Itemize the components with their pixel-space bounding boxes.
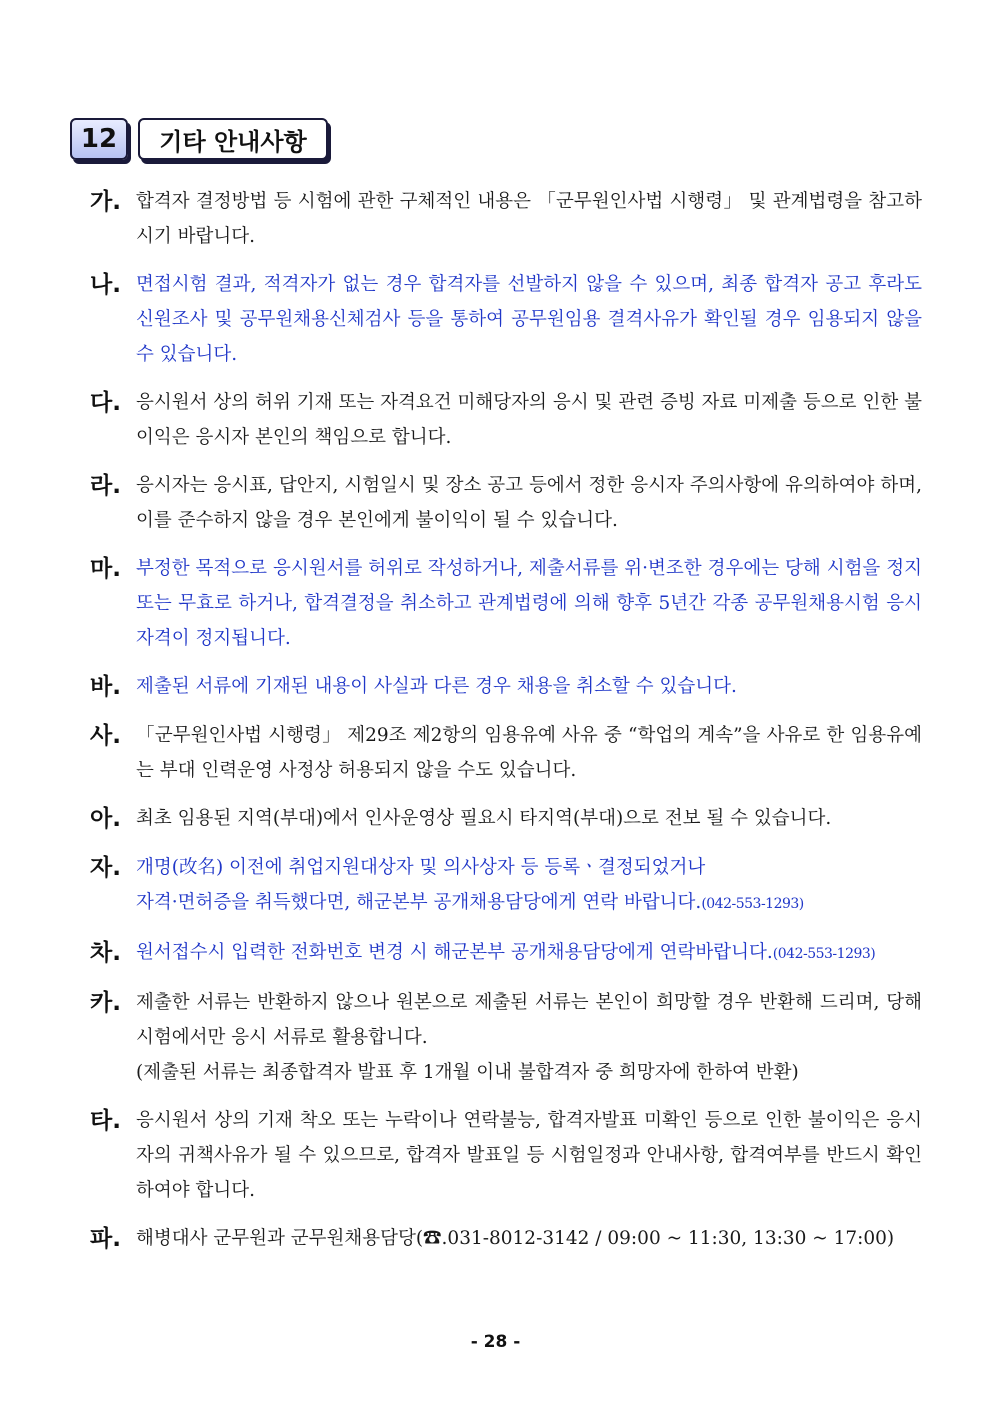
item-text: 최초 임용된 지역(부대)에서 인사운영상 필요시 타지역(부대)으로 전보 될 수 있습니다. [136,808,832,829]
notice-item-ta [90,1103,922,1208]
item-marker: 바. [90,674,121,700]
item-text: 제출한 서류는 반환하지 않으나 원본으로 제출된 서류는 본인이 희망할 경우 반환해 드리며, 당해 시험에서만 응시 서류로 활용합니다. [136,992,922,1048]
item-text: 응시원서 상의 허위 기재 또는 자격요건 미해당자의 응시 및 관련 증빙 자료 미제출 등으로 인한 불이익은 응시자 본인의 책임으로 합니다. [136,392,922,448]
notice-item-na [90,267,922,372]
item-note: (제출된 서류는 최종합격자 발표 후 1개월 이내 불합격자 중 희망자에 한하여 반환) [136,1062,799,1083]
phone-number: (042-553-1293) [701,896,804,912]
notice-item-ja [90,850,922,922]
notice-item-ra [90,468,922,538]
item-marker: 라. [90,473,121,499]
item-marker: 다. [90,390,121,416]
item-marker: 파. [90,1226,121,1252]
item-text: 면접시험 결과, 적격자가 없는 경우 합격자를 선발하지 않을 수 있으며, 최종 합격자 공고 후라도 신원조사 및 공무원채용신체검사 등을 통하여 공무원임용 결격사유가 확인될 경우 임용되지 않을 수 있습니다. [136,274,922,365]
notice-item-ma [90,551,922,656]
item-marker: 사. [90,723,121,749]
item-text: 해병대사 군무원과 군무원채용담당(☎.031-8012-3142 / 09:00 ~ 11:30, 13:30 ~ 17:00) [136,1228,895,1249]
section-number: 12 [70,118,128,160]
item-text-line1: 개명(改名) 이전에 취업지원대상자 및 의사상자 등 등록ㆍ결정되었거나 [136,857,706,878]
notice-list [90,184,922,1270]
notice-item-ka [90,985,922,1090]
item-text: 「군무원인사법 시행령」 제29조 제2항의 임용유예 사유 중 “학업의 계속”을 사유로 한 임용유예는 부대 인력운영 사정상 허용되지 않을 수도 있습니다. [136,725,922,781]
item-marker: 카. [90,990,121,1016]
notice-item-ba [90,669,922,705]
item-marker: 타. [90,1108,121,1134]
item-marker: 마. [90,556,121,582]
item-text: 제출된 서류에 기재된 내용이 사실과 다른 경우 채용을 취소할 수 있습니다. [136,676,737,697]
notice-item-ga [90,184,922,254]
notice-item-pa [90,1221,922,1257]
phone-number: (042-553-1293) [772,946,876,962]
page-number: - 28 - [470,1332,521,1352]
notice-item-da [90,385,922,455]
item-text: 원서접수시 입력한 전화번호 변경 시 해군본부 공개채용담당에게 연락바랍니다. [136,942,773,963]
item-text: 응시자는 응시표, 답안지, 시험일시 및 장소 공고 등에서 정한 응시자 주의사항에 유의하여야 하며, 이를 준수하지 않을 경우 본인에게 불이익이 될 수 있습니다. [136,475,922,531]
item-text: 응시원서 상의 기재 착오 또는 누락이나 연락불능, 합격자발표 미확인 등으로 인한 불이익은 응시자의 귀책사유가 될 수 있으므로, 합격자 발표일 등 시험일정과 안내사항, 합격여부를 반드시 확인하여야 합니다. [136,1110,922,1201]
section-title: 기타 안내사항 [138,118,328,160]
section-header [70,117,328,161]
item-text: 부정한 목적으로 응시원서를 허위로 작성하거나, 제출서류를 위·변조한 경우에는 당해 시험을 정지 또는 무효로 하거나, 합격결정을 취소하고 관계법령에 의해 향후 5년간 각종 공무원채용시험 응시자격이 정지됩니다. [136,558,922,649]
notice-item-cha [90,935,922,972]
notice-item-sa [90,718,922,788]
item-marker: 나. [90,272,121,298]
item-marker: 차. [90,940,121,966]
item-marker: 가. [90,189,121,215]
item-marker: 자. [90,855,121,881]
item-marker: 아. [90,806,121,832]
item-text-line2: 자격·면허증을 취득했다면, 해군본부 공개채용담당에게 연락 바랍니다. [136,892,702,913]
notice-item-a [90,801,922,837]
item-text: 합격자 결정방법 등 시험에 관한 구체적인 내용은 「군무원인사법 시행령」 및 관계법령을 참고하시기 바랍니다. [136,191,922,247]
